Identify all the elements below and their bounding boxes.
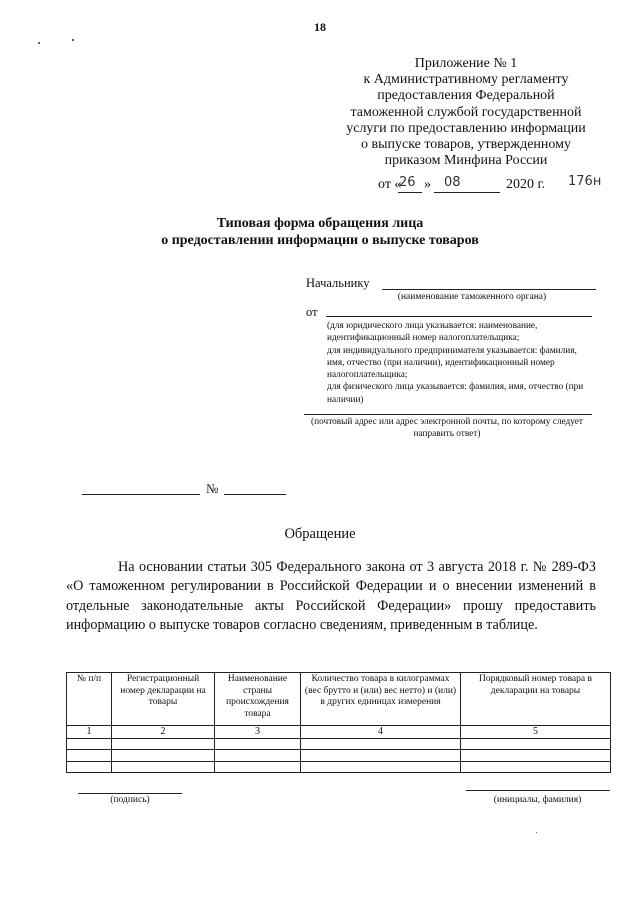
date-month: 08 (444, 175, 461, 190)
applicant-note-line: (для юридического лица указывается: наименование, (327, 321, 538, 331)
customs-authority-line (382, 289, 596, 290)
scan-speck (536, 832, 537, 833)
signature-caption: (подпись) (110, 795, 150, 805)
applicant-note-line: для физического лица указывается: фамилия, имя, отчество (при (327, 382, 584, 393)
table-cell[interactable] (67, 750, 112, 762)
table-cell[interactable] (461, 761, 611, 773)
column-number-cell: 3 (215, 726, 301, 739)
column-number-cell: 5 (461, 726, 611, 739)
customs-authority-caption: (наименование таможенного органа) (397, 292, 547, 302)
table-cell[interactable] (215, 761, 301, 773)
address-line (304, 414, 592, 415)
table-row (67, 750, 611, 762)
appeal-title: Обращение (284, 526, 356, 542)
applicant-note-line: наличии) (327, 394, 364, 405)
date-day-underline (398, 192, 422, 193)
column-number-cell: 2 (112, 726, 215, 739)
signature-line (78, 793, 182, 794)
appeal-paragraph: На основании статьи 305 Федерального закона от 3 августа 2018 г. № 289-ФЗ «О таможенном регулировании в Российской Федерации и о внесении изменений в отдельные законодательные акты Российской Федерации» прошу предоставить информацию о выпуске товаров согласно сведениям, приведенным в таблице. (66, 559, 596, 634)
from-label: от (306, 305, 318, 319)
appendix-header (318, 56, 614, 169)
applicant-note-line: имя, отчество (при наличии), идентификационный номер (327, 357, 555, 368)
table-cell[interactable] (67, 738, 112, 750)
table-cell[interactable] (112, 738, 215, 750)
form-title-line: Типовая форма обращения лица (216, 216, 424, 231)
table-cell[interactable] (112, 761, 215, 773)
appendix-line: Приложение № 1 (414, 56, 518, 71)
header-cell: Регистрационный номер декларации на товары (112, 673, 215, 726)
applicant-line (326, 316, 592, 317)
order-number: 176н (568, 174, 602, 189)
column-number-cell: 1 (67, 726, 112, 739)
table-cell[interactable] (461, 750, 611, 762)
date-month-underline (434, 192, 500, 193)
address-caption: (почтовый адрес или адрес электронной почты, по которому следует направить ответ) (311, 417, 583, 440)
date-quote-close: » (424, 177, 431, 192)
header-cell: Количество товара в килограммах (вес брутто и (или) вес нетто) и (или) в других единицах измерения (301, 673, 461, 726)
header-cell: Порядковый номер товара в декларации на товары (461, 673, 611, 726)
appeal-body (66, 558, 596, 636)
applicant-note-line: налогоплательщика; (327, 370, 408, 381)
table-cell[interactable] (215, 738, 301, 750)
table-row (67, 761, 611, 773)
applicant-note-line: идентификационный номер налогоплательщика; (327, 333, 520, 344)
form-title (90, 215, 550, 249)
column-number-cell: 4 (301, 726, 461, 739)
appendix-line: о выпуске товаров, утвержденному (360, 137, 572, 153)
table-cell[interactable] (301, 750, 461, 762)
outgoing-date-line (82, 494, 200, 495)
date-prefix: от « (378, 177, 402, 192)
table-cell[interactable] (301, 761, 461, 773)
appendix-line: приказом Минфина России (384, 153, 548, 169)
form-title-line: о предоставлении информации о выпуске товаров (161, 233, 479, 248)
table-cell[interactable] (215, 750, 301, 762)
applicant-note (327, 320, 627, 406)
scan-speck (38, 42, 40, 44)
appendix-line: предоставления Федеральной (377, 88, 555, 104)
header-cell: № п/п (67, 673, 112, 726)
page-number: 18 (314, 20, 326, 34)
full-name-line (466, 790, 610, 791)
date-year: 2020 г. (506, 177, 546, 192)
to-chief-label: Начальнику (306, 276, 370, 290)
appendix-line: услуги по предоставлению информации (346, 120, 586, 136)
appendix-line: таможенной службой государственной (350, 104, 582, 120)
table-cell[interactable] (301, 738, 461, 750)
table-cell[interactable] (67, 761, 112, 773)
full-name-caption: (инициалы, фамилия) (493, 795, 582, 805)
table-row (67, 726, 611, 739)
table-row (67, 738, 611, 750)
header-cell: Наименование страны происхождения товара (215, 673, 301, 726)
date-day: 26 (399, 175, 416, 190)
outgoing-number-line (224, 494, 286, 495)
number-sign: № (206, 481, 219, 496)
applicant-note-line: для индивидуального предпринимателя указывается: фамилия, (327, 345, 577, 356)
table-cell[interactable] (461, 738, 611, 750)
table-cell[interactable] (112, 750, 215, 762)
table-header-row (67, 673, 611, 726)
scan-speck (72, 39, 74, 41)
goods-table (66, 672, 611, 773)
appendix-line: к Административному регламенту (363, 72, 569, 88)
